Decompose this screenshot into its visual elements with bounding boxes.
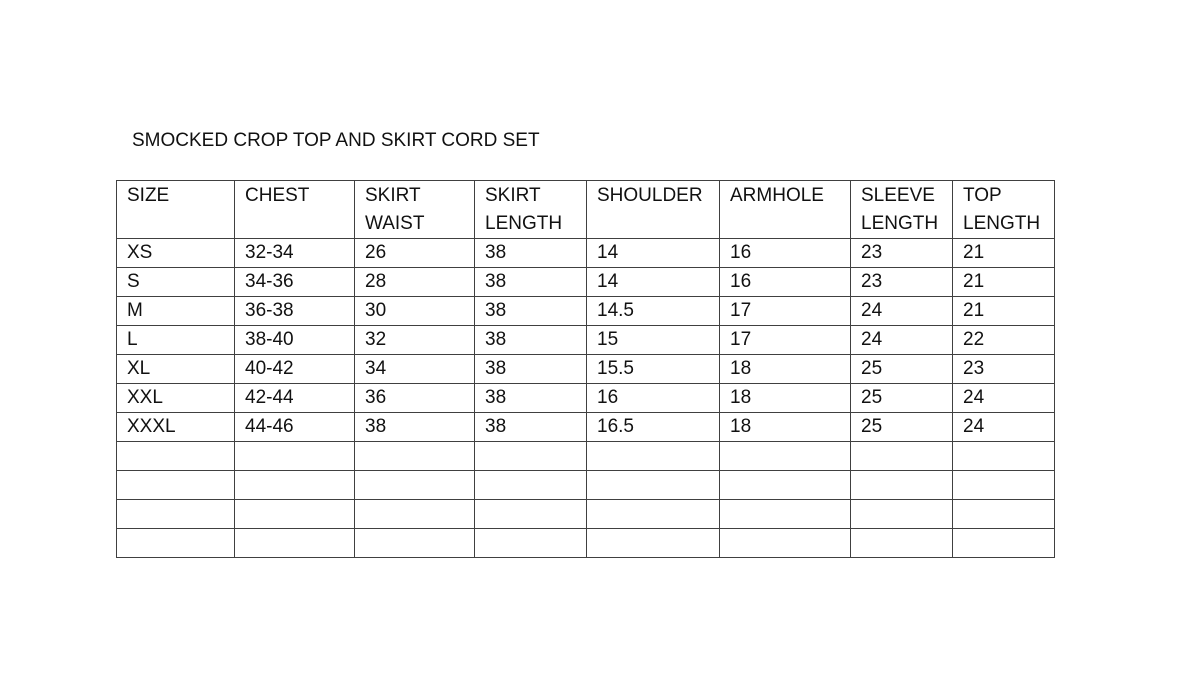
measurement-cell: 26 [355,239,475,268]
measurement-cell: 38 [475,355,587,384]
measurement-cell [355,529,475,558]
measurement-cell: 17 [720,326,851,355]
measurement-cell [851,442,953,471]
measurement-cell [475,471,587,500]
column-header: SKIRT LENGTH [475,181,587,239]
table-row [117,442,1055,471]
measurement-cell: 38 [475,239,587,268]
measurement-cell: 44-46 [235,413,355,442]
measurement-cell [953,500,1055,529]
column-header: SKIRT WAIST [355,181,475,239]
measurement-cell [475,529,587,558]
measurement-cell: 23 [851,268,953,297]
measurement-cell [720,442,851,471]
table-row [117,239,1055,268]
measurement-cell [720,500,851,529]
measurement-cell: 38-40 [235,326,355,355]
measurement-cell [355,471,475,500]
measurement-cell [235,471,355,500]
measurement-cell: 24 [851,297,953,326]
measurement-cell [587,500,720,529]
size-cell [117,500,235,529]
measurement-cell: 21 [953,297,1055,326]
measurement-cell [235,500,355,529]
measurement-cell: 38 [475,297,587,326]
measurement-cell: 24 [851,326,953,355]
measurement-cell: 32 [355,326,475,355]
measurement-cell [475,442,587,471]
measurement-cell [851,471,953,500]
measurement-cell: 15.5 [587,355,720,384]
measurement-cell: 32-34 [235,239,355,268]
measurement-cell: 21 [953,268,1055,297]
size-cell [117,471,235,500]
measurement-cell: 18 [720,384,851,413]
table-row [117,355,1055,384]
measurement-cell [720,471,851,500]
measurement-cell: 25 [851,384,953,413]
measurement-cell: 34 [355,355,475,384]
document-title: SMOCKED CROP TOP AND SKIRT CORD SET [132,130,540,151]
table-row [117,500,1055,529]
measurement-cell: 36 [355,384,475,413]
measurement-cell [587,471,720,500]
size-cell [117,529,235,558]
size-cell: L [117,326,235,355]
measurement-cell [587,442,720,471]
table-row [117,471,1055,500]
size-cell [117,442,235,471]
table-row [117,529,1055,558]
measurement-cell: 38 [475,413,587,442]
measurement-cell: 23 [851,239,953,268]
table-row [117,297,1055,326]
measurement-cell: 40-42 [235,355,355,384]
measurement-cell: 25 [851,413,953,442]
column-header: CHEST [235,181,355,239]
measurement-cell [953,471,1055,500]
measurement-cell [475,500,587,529]
measurement-cell: 14.5 [587,297,720,326]
measurement-cell: 18 [720,355,851,384]
measurement-cell: 30 [355,297,475,326]
measurement-cell: 21 [953,239,1055,268]
table-row [117,384,1055,413]
measurement-cell: 24 [953,413,1055,442]
size-cell: S [117,268,235,297]
measurement-cell [235,442,355,471]
measurement-cell: 25 [851,355,953,384]
column-header: SHOULDER [587,181,720,239]
size-cell: M [117,297,235,326]
table-row [117,268,1055,297]
measurement-cell: 38 [475,384,587,413]
measurement-cell: 36-38 [235,297,355,326]
measurement-cell [953,442,1055,471]
table-row [117,413,1055,442]
column-header: TOP LENGTH [953,181,1055,239]
measurement-cell: 16 [720,239,851,268]
measurement-cell: 14 [587,268,720,297]
measurement-cell [355,442,475,471]
measurement-cell [355,500,475,529]
measurement-cell: 24 [953,384,1055,413]
size-chart-table [116,180,1055,558]
size-cell: XXXL [117,413,235,442]
measurement-cell [587,529,720,558]
measurement-cell: 17 [720,297,851,326]
table-row [117,326,1055,355]
measurement-cell [851,529,953,558]
measurement-cell: 28 [355,268,475,297]
measurement-cell [235,529,355,558]
measurement-cell: 23 [953,355,1055,384]
measurement-cell: 34-36 [235,268,355,297]
measurement-cell: 15 [587,326,720,355]
measurement-cell: 18 [720,413,851,442]
size-cell: XXL [117,384,235,413]
size-cell: XS [117,239,235,268]
measurement-cell [851,500,953,529]
measurement-cell: 38 [475,326,587,355]
header-row [117,181,1055,239]
measurement-cell: 42-44 [235,384,355,413]
measurement-cell [720,529,851,558]
column-header: SLEEVE LENGTH [851,181,953,239]
measurement-cell: 16 [720,268,851,297]
measurement-cell: 22 [953,326,1055,355]
measurement-cell: 38 [355,413,475,442]
measurement-cell [953,529,1055,558]
column-header: ARMHOLE [720,181,851,239]
column-header: SIZE [117,181,235,239]
measurement-cell: 16.5 [587,413,720,442]
measurement-cell: 14 [587,239,720,268]
size-cell: XL [117,355,235,384]
measurement-cell: 38 [475,268,587,297]
measurement-cell: 16 [587,384,720,413]
